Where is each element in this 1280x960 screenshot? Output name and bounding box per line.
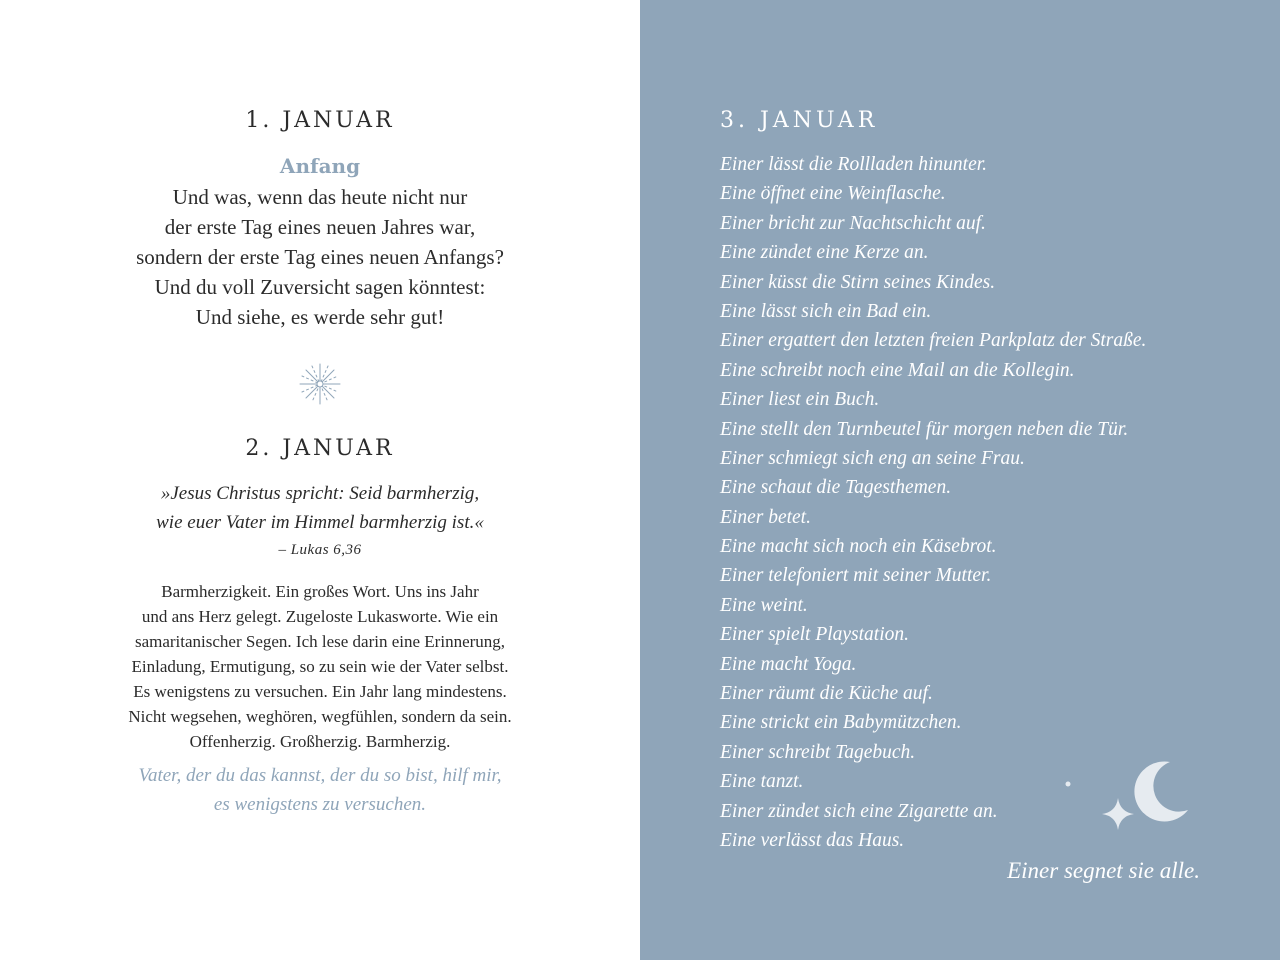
jan1-poem — [0, 182, 640, 332]
jan2-heading: 2. JANUAR — [245, 436, 395, 461]
list-item: Eine weint. — [720, 594, 808, 616]
poem-line: Und siehe, es werde sehr gut! — [195, 305, 445, 329]
list-item: Einer telefoniert mit seiner Mutter. — [720, 565, 992, 587]
list-item: Eine tanzt. — [720, 771, 804, 793]
list-item: Eine macht sich noch ein Käsebrot. — [720, 536, 997, 558]
quote-line: »Jesus Christus spricht: Seid barmherzig, — [160, 483, 480, 504]
list-item: Eine zündet eine Kerze an. — [720, 242, 929, 264]
list-item: Eine strickt ein Babymützchen. — [720, 712, 962, 734]
poem-line: Und was, wenn das heute nicht nur — [172, 185, 468, 209]
list-item: Eine macht Yoga. — [720, 653, 857, 675]
moon-and-stars-icon — [1040, 756, 1210, 840]
body-line: samaritanischer Segen. Ich lese darin eine Erinnerung, — [134, 632, 506, 651]
list-item: Eine stellt den Turnbeutel für morgen neben die Tür. — [720, 418, 1129, 440]
body-line: Es wenigstens zu versuchen. Ein Jahr lang mindestens. — [133, 682, 507, 701]
starburst-icon — [296, 360, 344, 408]
quote-source: – Lukas 6,36 — [278, 542, 362, 558]
jan2-body — [0, 579, 640, 754]
body-line: Offenherzig. Großherzig. Barmherzig. — [189, 732, 451, 751]
list-item: Einer betet. — [720, 506, 811, 528]
poem-line: Und du voll Zuversicht sagen könntest: — [154, 275, 486, 299]
body-line: Barmherzigkeit. Ein großes Wort. Uns ins Jahr — [161, 582, 479, 601]
list-item: Einer bricht zur Nachtschicht auf. — [720, 212, 986, 234]
list-item: Einer zündet sich eine Zigarette an. — [720, 800, 998, 822]
body-line: Einladung, Ermutigung, so zu sein wie der Vater selbst. — [131, 657, 509, 676]
prayer-line: Vater, der du das kannst, der du so bist, hilf mir, — [138, 765, 502, 786]
list-item: Einer ergattert den letzten freien Parkplatz der Straße. — [720, 330, 1147, 352]
jan1-title: Anfang — [279, 154, 361, 178]
jan3-heading: 3. JANUAR — [720, 108, 879, 133]
jan3-list — [720, 150, 1240, 855]
poem-line: der erste Tag eines neuen Jahres war, — [164, 215, 476, 239]
quote-line: wie euer Vater im Himmel barmherzig ist.« — [156, 512, 484, 533]
list-item: Eine lässt sich ein Bad ein. — [720, 300, 932, 322]
jan1-heading: 1. JANUAR — [245, 108, 395, 133]
list-item: Einer schreibt Tagebuch. — [720, 741, 916, 763]
jan2-quote — [0, 479, 640, 537]
list-item: Einer schmiegt sich eng an seine Frau. — [720, 447, 1025, 469]
list-item: Einer lässt die Rollladen hinunter. — [720, 154, 988, 175]
list-item: Einer liest ein Buch. — [720, 389, 880, 411]
body-line: Nicht wegsehen, weghören, wegfühlen, sondern da sein. — [128, 707, 512, 726]
poem-line: sondern der erste Tag eines neuen Anfangs? — [136, 245, 504, 269]
list-item: Einer räumt die Küche auf. — [720, 683, 933, 705]
body-line: und ans Herz gelegt. Zugeloste Lukasworte. Wie ein — [141, 607, 499, 626]
list-item: Eine öffnet eine Weinflasche. — [720, 183, 946, 205]
list-item: Eine schaut die Tagesthemen. — [720, 477, 952, 499]
list-item: Eine schreibt noch eine Mail an die Kollegin. — [720, 359, 1075, 381]
jan2-prayer — [0, 761, 640, 819]
list-item: Einer küsst die Stirn seines Kindes. — [720, 271, 996, 293]
list-item: Einer spielt Playstation. — [720, 624, 910, 646]
closing-line: Einer segnet sie alle. — [1007, 858, 1200, 883]
prayer-line: es wenigstens zu versuchen. — [213, 794, 427, 815]
list-item: Eine verlässt das Haus. — [720, 829, 905, 851]
